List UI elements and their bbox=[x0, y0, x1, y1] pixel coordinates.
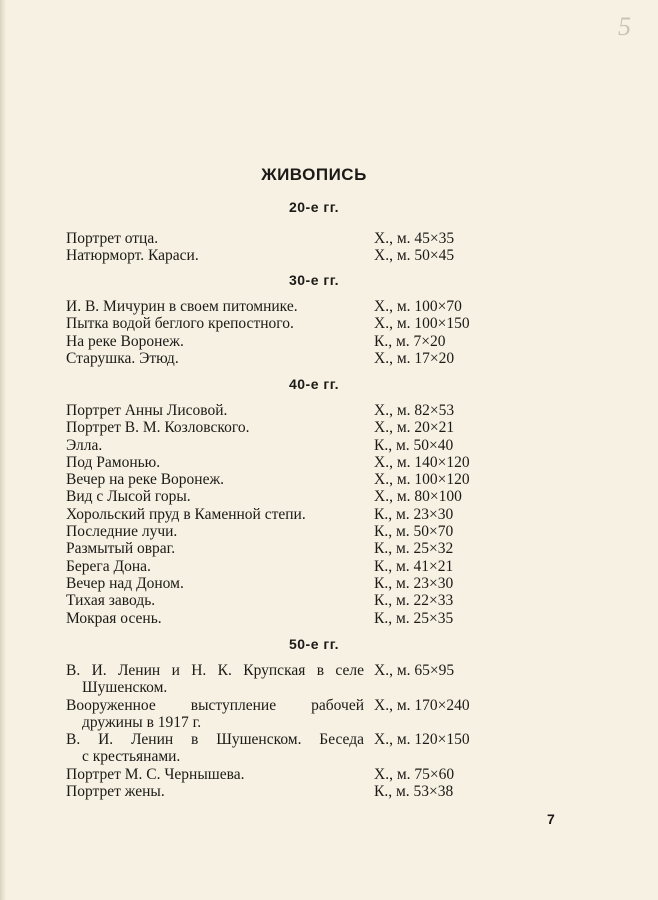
painting-title: Хорольский пруд в Каменной степи. bbox=[66, 505, 306, 523]
list-item bbox=[66, 298, 506, 315]
list-item bbox=[66, 333, 506, 350]
painting-title: Вооруженное выступление рабочей bbox=[66, 696, 364, 714]
painting-title: В. И. Ленин в Шушенском. Беседа bbox=[66, 731, 364, 749]
list-50s bbox=[66, 662, 506, 800]
list-item bbox=[66, 558, 506, 575]
painting-size: Х., м. 75×60 bbox=[374, 765, 455, 783]
painting-size: Х., м. 80×100 bbox=[374, 488, 462, 506]
painting-title: Старушка. Этюд. bbox=[66, 349, 179, 367]
painting-size: Х., м. 50×45 bbox=[374, 247, 455, 265]
painting-title: В. И. Ленин и Н. К. Крупская в селе bbox=[66, 662, 364, 679]
decade-heading-40s: 40-е гг. bbox=[288, 376, 340, 392]
painting-size: Х., м. 140×120 bbox=[374, 453, 470, 471]
decade-heading-50s: 50-е гг. bbox=[288, 636, 340, 652]
list-item bbox=[66, 731, 506, 766]
painting-title: Натюрморт. Караси. bbox=[66, 247, 199, 265]
painting-size: Х., м. 100×150 bbox=[374, 315, 470, 333]
painting-size: Х., м. 120×150 bbox=[374, 731, 470, 749]
list-item bbox=[66, 575, 506, 592]
section-heading: ЖИВОПИСЬ bbox=[261, 165, 367, 184]
painting-title: Последние лучи. bbox=[66, 523, 178, 541]
painting-title: Вид с Лысой горы. bbox=[66, 488, 191, 506]
page-number: 7 bbox=[547, 811, 555, 827]
painting-size: К., м. 50×70 bbox=[374, 523, 454, 541]
list-20s bbox=[66, 230, 506, 265]
painting-size: К., м. 22×33 bbox=[374, 592, 454, 610]
painting-size: К., м. 41×21 bbox=[374, 557, 454, 575]
painting-title: Портрет жены. bbox=[66, 783, 165, 801]
painting-size: К., м. 25×35 bbox=[374, 609, 454, 627]
list-item bbox=[66, 419, 506, 436]
painting-size: Х., м. 65×95 bbox=[374, 662, 455, 679]
painting-size: К., м. 25×32 bbox=[374, 540, 454, 558]
list-item bbox=[66, 523, 506, 540]
painting-title-continuation: с крестьянами. bbox=[82, 748, 181, 766]
painting-size: К., м. 50×40 bbox=[374, 436, 454, 454]
painting-title: Элла. bbox=[66, 436, 103, 454]
painting-title: Берега Дона. bbox=[66, 557, 151, 575]
list-item bbox=[66, 610, 506, 627]
list-item bbox=[66, 471, 506, 488]
list-item bbox=[66, 247, 506, 264]
painting-title: Вечер на реке Воронеж. bbox=[66, 471, 225, 489]
painting-title: Портрет М. С. Чернышева. bbox=[66, 765, 245, 783]
painting-title-continuation: дружины в 1917 г. bbox=[82, 713, 202, 731]
list-item bbox=[66, 402, 506, 419]
painting-title: Портрет отца. bbox=[66, 230, 159, 247]
list-40s bbox=[66, 402, 506, 627]
painting-title: Портрет Анны Лисовой. bbox=[66, 402, 228, 419]
painting-title-continuation: Шушенском. bbox=[82, 679, 168, 697]
list-item bbox=[66, 783, 506, 800]
painting-title: Мокрая осень. bbox=[66, 609, 162, 627]
painting-size: К., м. 23×30 bbox=[374, 574, 454, 592]
list-item bbox=[66, 488, 506, 505]
list-item bbox=[66, 437, 506, 454]
painting-size: К., м. 53×38 bbox=[374, 783, 454, 801]
list-item bbox=[66, 230, 506, 247]
list-item bbox=[66, 540, 506, 557]
painting-size: Х., м. 20×21 bbox=[374, 419, 455, 437]
painting-size: Х., м. 45×35 bbox=[374, 230, 455, 247]
page-binding-edge bbox=[0, 0, 6, 900]
painting-size: К., м. 7×20 bbox=[374, 332, 446, 350]
list-item bbox=[66, 697, 506, 732]
decade-heading-20s: 20-е гг. bbox=[288, 199, 340, 215]
painting-title: Пытка водой беглого крепостного. bbox=[66, 315, 294, 333]
corner-pencil-mark: 5 bbox=[618, 12, 631, 41]
list-item bbox=[66, 592, 506, 609]
painting-size: К., м. 23×30 bbox=[374, 505, 454, 523]
painting-title: Размытый овраг. bbox=[66, 540, 176, 558]
painting-title: Под Рамонью. bbox=[66, 453, 161, 471]
painting-size: Х., м. 100×70 bbox=[374, 298, 462, 315]
painting-size: Х., м. 100×120 bbox=[374, 471, 470, 489]
painting-title: Вечер над Доном. bbox=[66, 574, 184, 592]
list-item bbox=[66, 350, 506, 367]
painting-size: Х., м. 82×53 bbox=[374, 402, 455, 419]
painting-title: Тихая заводь. bbox=[66, 592, 156, 610]
painting-size: Х., м. 17×20 bbox=[374, 349, 455, 367]
painting-title: И. В. Мичурин в своем питомнике. bbox=[66, 298, 298, 315]
list-item bbox=[66, 506, 506, 523]
list-item bbox=[66, 315, 506, 332]
list-item bbox=[66, 662, 506, 697]
painting-title: На реке Воронеж. bbox=[66, 332, 184, 350]
list-30s bbox=[66, 298, 506, 367]
painting-title: Портрет В. М. Козловского. bbox=[66, 419, 250, 437]
list-item bbox=[66, 454, 506, 471]
list-item bbox=[66, 766, 506, 783]
painting-size: Х., м. 170×240 bbox=[374, 696, 470, 714]
decade-heading-30s: 30-е гг. bbox=[288, 272, 340, 288]
